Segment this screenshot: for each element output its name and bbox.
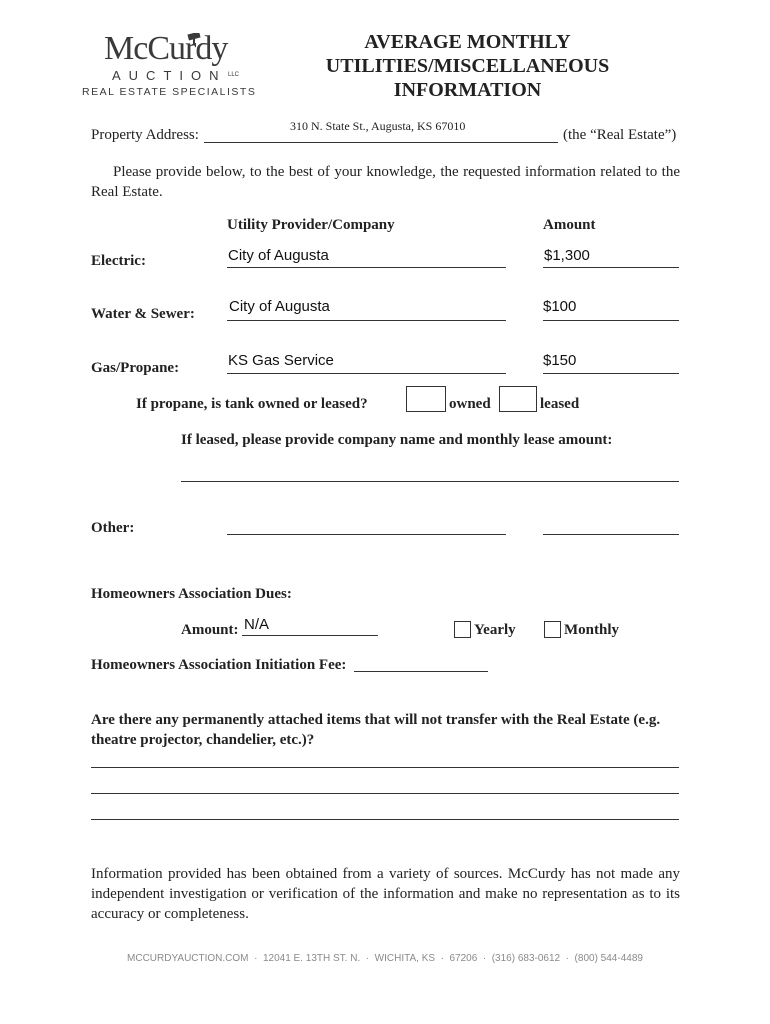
attached-items-line-2[interactable]: [91, 793, 679, 794]
leased-checkbox[interactable]: [499, 386, 537, 412]
monthly-checkbox[interactable]: [544, 621, 561, 638]
hoa-initiation-label: Homeowners Association Initiation Fee:: [91, 657, 347, 673]
provider-column-header: Utility Provider/Company: [227, 217, 395, 233]
footer-contact: MCCURDYAUCTION.COM · 12041 E. 13TH ST. N. · WICHITA, KS · 67206 · (316) 683-0612 · (800) 544-4489: [127, 953, 643, 964]
disclaimer-text: Information provided has been obtained from a variety of sources. McCurdy has not made any independent investigation or verification of the information and make no representation as to its accuracy or completeness.: [91, 866, 680, 922]
hoa-amount-label: Amount:: [181, 622, 239, 638]
owned-checkbox[interactable]: [406, 386, 446, 412]
hoa-dues-heading: Homeowners Association Dues:: [91, 586, 292, 602]
water-sewer-label: Water & Sewer:: [91, 306, 195, 322]
logo-brand: McCurdy: [104, 30, 228, 67]
real-estate-suffix: (the “Real Estate”): [563, 127, 677, 143]
leased-label: leased: [540, 396, 580, 412]
company-logo: [82, 28, 257, 100]
lease-info-line[interactable]: [181, 481, 679, 482]
lease-info-prompt: If leased, please provide company name and monthly lease amount:: [181, 432, 613, 448]
hoa-amount-field[interactable]: N/A: [244, 616, 270, 633]
owned-label: owned: [449, 396, 491, 412]
logo-sub: AUCTION: [112, 68, 227, 83]
electric-label: Electric:: [91, 253, 146, 269]
title-line-3: INFORMATION: [393, 79, 542, 101]
hoa-initiation-line[interactable]: [354, 671, 488, 672]
attached-items-line-3[interactable]: [91, 819, 679, 820]
property-address-line: [204, 142, 558, 143]
property-address-value[interactable]: 310 N. State St., Augusta, KS 67010: [290, 119, 466, 133]
gas-amount-line: [543, 373, 679, 374]
gas-provider-field[interactable]: KS Gas Service: [228, 352, 334, 369]
title-line-1: AVERAGE MONTHLY: [364, 31, 571, 53]
other-amount-line[interactable]: [543, 534, 679, 535]
water-provider-line: [227, 320, 506, 321]
amount-column-header: Amount: [543, 217, 596, 233]
electric-amount-line: [543, 267, 679, 268]
water-amount-field[interactable]: $100: [543, 298, 577, 315]
electric-amount-field[interactable]: $1,300: [544, 247, 590, 264]
form-title: [300, 30, 635, 102]
intro-text: Please provide below, to the best of your knowledge, the requested information related to the Real Estate.: [91, 164, 680, 200]
hoa-amount-line: [242, 635, 378, 636]
yearly-label: Yearly: [474, 622, 516, 638]
property-address-label: Property Address:: [91, 127, 199, 143]
attached-items-line-1[interactable]: [91, 767, 679, 768]
gas-propane-label: Gas/Propane:: [91, 360, 180, 376]
logo-llc: LLC: [228, 72, 240, 78]
other-label: Other:: [91, 520, 135, 536]
yearly-checkbox[interactable]: [454, 621, 471, 638]
water-amount-line: [543, 320, 679, 321]
water-provider-field[interactable]: City of Augusta: [229, 298, 330, 315]
monthly-label: Monthly: [564, 622, 620, 638]
electric-provider-field[interactable]: City of Augusta: [228, 247, 329, 264]
title-line-2: UTILITIES/MISCELLANEOUS: [325, 55, 610, 77]
attached-items-question: Are there any permanently attached items that will not transfer with the Real Estate (e.g. theatre projector, chandelier, etc.)?: [91, 712, 661, 748]
logo-tagline: REAL ESTATE SPECIALISTS: [82, 86, 257, 98]
other-provider-line[interactable]: [227, 534, 506, 535]
gas-provider-line: [227, 373, 506, 374]
gas-amount-field[interactable]: $150: [543, 352, 577, 369]
propane-tank-question: If propane, is tank owned or leased?: [136, 396, 368, 412]
electric-provider-line: [227, 267, 506, 268]
